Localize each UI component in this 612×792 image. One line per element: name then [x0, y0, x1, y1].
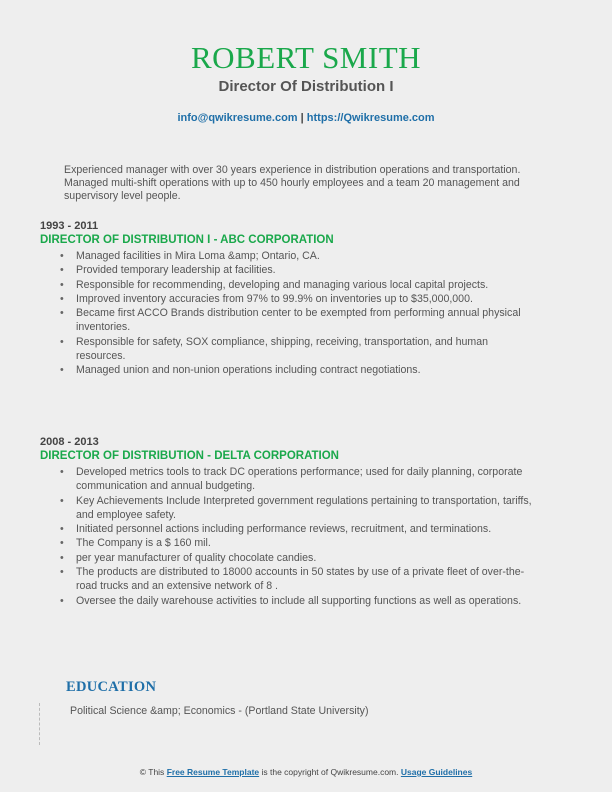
email-link[interactable]: info@qwikresume.com [177, 112, 298, 124]
footer-prefix: © This [139, 767, 165, 777]
list-item: • Became first ACCO Brands distribution center to be exempted from performing annual physical inventories. [60, 307, 521, 334]
list-item: • Responsible for recommending, developing and managing various local capital projects. [60, 278, 489, 291]
summary-paragraph: Experienced manager with over 30 years experience in distribution operations and transportation. Managed multi-shift operations with up to 450 hourly employees and a team 20 management and supervisory level people. [64, 164, 521, 202]
usage-guidelines-link[interactable]: Usage Guidelines [400, 767, 473, 777]
footer-copyright-text: is the copyright of Qwikresume.com. [261, 767, 399, 777]
candidate-name: ROBERT SMITH [190, 40, 422, 75]
list-item: • per year manufacturer of quality chocolate candies. [60, 551, 317, 564]
list-item: • Managed union and non-union operations including contract negotiations. [60, 364, 421, 377]
list-item: • Responsible for safety, SOX compliance, shipping, receiving, transportation, and human resources. [60, 335, 489, 363]
experience-entry-2 [40, 436, 540, 608]
list-item: • The products are distributed to 18000 accounts in 50 states by use of a private fleet of over-the-road trucks and an extensive network of 8 . [60, 566, 525, 593]
list-item: • Developed metrics tools to track DC operations performance; used for daily planning, corporate communication and annual budgeting. [60, 466, 523, 493]
list-item: • Oversee the daily warehouse activities to include all supporting functions as well as operations. [60, 594, 522, 607]
education-heading: EDUCATION [66, 679, 157, 695]
contact-separator: | [300, 112, 304, 124]
list-item: • Improved inventory accuracies from 97% to 99.9% on inventories up to $35,000,000. [60, 292, 473, 305]
free-resume-template-link[interactable]: Free Resume Template [166, 767, 260, 777]
experience-bullets [40, 465, 540, 608]
experience-entry-1 [40, 220, 540, 378]
education-entry: Political Science &amp; Economics - (Portland State University) [70, 705, 369, 717]
experience-dates: 1993 - 2011 [40, 220, 99, 232]
footer [0, 767, 612, 777]
list-item: • Key Achievements Include Interpreted government regulations pertaining to transportation, tariffs, and employee safety. [60, 494, 532, 521]
education-divider [39, 703, 40, 745]
list-item: • Provided temporary leadership at facilities. [60, 264, 276, 277]
website-link[interactable]: https://Qwikresume.com [306, 112, 435, 124]
job-title: Director Of Distribution I [218, 78, 394, 95]
experience-role: DIRECTOR OF DISTRIBUTION - DELTA CORPORATION [40, 450, 339, 462]
list-item: • The Company is a $ 160 mil. [60, 537, 211, 550]
experience-role: DIRECTOR OF DISTRIBUTION I - ABC CORPORATION [40, 234, 334, 246]
list-item: • Managed facilities in Mira Loma &amp; Ontario, CA. [60, 250, 320, 262]
experience-dates: 2008 - 2013 [40, 436, 99, 448]
experience-bullets [40, 249, 540, 378]
contact-line [0, 112, 612, 124]
list-item: • Initiated personnel actions including performance reviews, recruitment, and terminations. [60, 523, 492, 536]
